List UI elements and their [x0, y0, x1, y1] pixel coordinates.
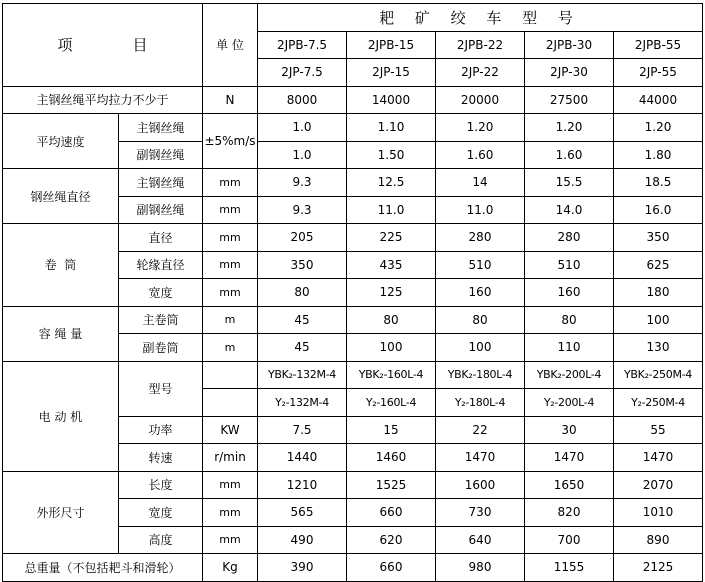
sub-label: 功率: [119, 416, 203, 444]
model-cell: 2JP-30: [525, 59, 614, 87]
value-cell: 280: [436, 224, 525, 252]
unit-cell: mm: [203, 224, 258, 252]
value-cell: 180: [614, 279, 703, 307]
sub-label: 宽度: [119, 499, 203, 527]
table-row-drum-diameter: [3, 224, 703, 252]
motor-model-cell: Y₂-160L-4: [347, 389, 436, 417]
row-label: 主钢丝绳平均拉力不少于: [3, 86, 203, 114]
value-cell: 16.0: [614, 196, 703, 224]
unit-cell: mm: [203, 169, 258, 197]
item-header-char1: 项: [57, 36, 73, 55]
unit-cell: mm: [203, 499, 258, 527]
unit-cell: m: [203, 334, 258, 362]
model-cell: 2JPB-30: [525, 31, 614, 59]
value-cell: 1.20: [525, 114, 614, 142]
value-cell: 390: [258, 554, 347, 582]
value-cell: 1.0: [258, 141, 347, 169]
sub-label: 型号: [119, 361, 203, 416]
value-cell: 100: [347, 334, 436, 362]
model-cell: 2JPB-22: [436, 31, 525, 59]
table-row-diameter-main: [3, 169, 703, 197]
model-cell: 2JPB-15: [347, 31, 436, 59]
unit-cell: mm: [203, 526, 258, 554]
value-cell: 18.5: [614, 169, 703, 197]
value-cell: 350: [614, 224, 703, 252]
sub-label: 直径: [119, 224, 203, 252]
value-cell: 80: [258, 279, 347, 307]
value-cell: 980: [436, 554, 525, 582]
model-cell: 2JP-7.5: [258, 59, 347, 87]
sub-label: 转速: [119, 444, 203, 472]
value-cell: 20000: [436, 86, 525, 114]
unit-cell-empty: [203, 361, 258, 389]
table-row-motor-model-1: [3, 361, 703, 389]
unit-cell: mm: [203, 279, 258, 307]
value-cell: 7.5: [258, 416, 347, 444]
value-cell: 1600: [436, 471, 525, 499]
value-cell: 22: [436, 416, 525, 444]
value-cell: 280: [525, 224, 614, 252]
value-cell: 620: [347, 526, 436, 554]
unit-cell: Kg: [203, 554, 258, 582]
group-label: 外形尺寸: [3, 471, 119, 554]
value-cell: 1.0: [258, 114, 347, 142]
sub-label: 副钢丝绳: [119, 196, 203, 224]
value-cell: 8000: [258, 86, 347, 114]
value-cell: 80: [347, 306, 436, 334]
value-cell: 125: [347, 279, 436, 307]
value-cell: 1440: [258, 444, 347, 472]
header-row-title: [3, 4, 703, 32]
unit-cell-empty: [203, 389, 258, 417]
sub-label: 副钢丝绳: [119, 141, 203, 169]
value-cell: 625: [614, 251, 703, 279]
value-cell: 14000: [347, 86, 436, 114]
unit-header: 单 位: [203, 4, 258, 87]
unit-cell: mm: [203, 196, 258, 224]
model-cell: 2JPB-7.5: [258, 31, 347, 59]
value-cell: 1460: [347, 444, 436, 472]
value-cell: 9.3: [258, 196, 347, 224]
value-cell: 160: [525, 279, 614, 307]
value-cell: 45: [258, 306, 347, 334]
unit-cell: ±5%m/s: [203, 114, 258, 169]
value-cell: 1470: [436, 444, 525, 472]
model-cell: 2JP-22: [436, 59, 525, 87]
value-cell: 100: [436, 334, 525, 362]
item-header-char2: 目: [132, 36, 148, 55]
value-cell: 45: [258, 334, 347, 362]
value-cell: 1470: [525, 444, 614, 472]
motor-model-cell: YBK₂-180L-4: [436, 361, 525, 389]
value-cell: 15: [347, 416, 436, 444]
model-cell: 2JP-15: [347, 59, 436, 87]
unit-cell: mm: [203, 471, 258, 499]
group-label: 平均速度: [3, 114, 119, 169]
value-cell: 110: [525, 334, 614, 362]
value-cell: 1.60: [525, 141, 614, 169]
value-cell: 820: [525, 499, 614, 527]
value-cell: 1.20: [436, 114, 525, 142]
value-cell: 44000: [614, 86, 703, 114]
value-cell: 1.60: [436, 141, 525, 169]
value-cell: 640: [436, 526, 525, 554]
value-cell: 1.20: [614, 114, 703, 142]
value-cell: 1010: [614, 499, 703, 527]
value-cell: 80: [436, 306, 525, 334]
sub-label: 副卷筒: [119, 334, 203, 362]
unit-cell: KW: [203, 416, 258, 444]
value-cell: 15.5: [525, 169, 614, 197]
value-cell: 1155: [525, 554, 614, 582]
value-cell: 225: [347, 224, 436, 252]
row-label: 总重量（不包括耙斗和滑轮）: [3, 554, 203, 582]
group-label: 卷 筒: [3, 224, 119, 307]
value-cell: 205: [258, 224, 347, 252]
value-cell: 1.10: [347, 114, 436, 142]
value-cell: 1470: [614, 444, 703, 472]
group-label: 电 动 机: [3, 361, 119, 471]
sub-label: 主卷筒: [119, 306, 203, 334]
value-cell: 1.50: [347, 141, 436, 169]
value-cell: 700: [525, 526, 614, 554]
value-cell: 160: [436, 279, 525, 307]
value-cell: 11.0: [436, 196, 525, 224]
value-cell: 660: [347, 554, 436, 582]
value-cell: 130: [614, 334, 703, 362]
motor-model-cell: Y₂-180L-4: [436, 389, 525, 417]
unit-cell: N: [203, 86, 258, 114]
value-cell: 80: [525, 306, 614, 334]
value-cell: 435: [347, 251, 436, 279]
sub-label: 长度: [119, 471, 203, 499]
value-cell: 14: [436, 169, 525, 197]
sub-label: 轮缘直径: [119, 251, 203, 279]
model-cell: 2JP-55: [614, 59, 703, 87]
table-row-speed-main: [3, 114, 703, 142]
value-cell: 14.0: [525, 196, 614, 224]
value-cell: 350: [258, 251, 347, 279]
motor-model-cell: YBK₂-200L-4: [525, 361, 614, 389]
value-cell: 30: [525, 416, 614, 444]
unit-cell: m: [203, 306, 258, 334]
value-cell: 490: [258, 526, 347, 554]
value-cell: 1525: [347, 471, 436, 499]
value-cell: 55: [614, 416, 703, 444]
motor-model-cell: YBK₂-132M-4: [258, 361, 347, 389]
unit-cell: r/min: [203, 444, 258, 472]
model-cell: 2JPB-55: [614, 31, 703, 59]
value-cell: 11.0: [347, 196, 436, 224]
motor-model-cell: YBK₂-250M-4: [614, 361, 703, 389]
value-cell: 27500: [525, 86, 614, 114]
value-cell: 2070: [614, 471, 703, 499]
sub-label: 主钢丝绳: [119, 169, 203, 197]
value-cell: 100: [614, 306, 703, 334]
item-header: [3, 4, 203, 87]
value-cell: 510: [436, 251, 525, 279]
value-cell: 1.80: [614, 141, 703, 169]
value-cell: 660: [347, 499, 436, 527]
value-cell: 890: [614, 526, 703, 554]
sub-label: 高度: [119, 526, 203, 554]
value-cell: 9.3: [258, 169, 347, 197]
value-cell: 1650: [525, 471, 614, 499]
value-cell: 730: [436, 499, 525, 527]
motor-model-cell: Y₂-132M-4: [258, 389, 347, 417]
table-row-pull: [3, 86, 703, 114]
table-row-capacity-main: [3, 306, 703, 334]
sub-label: 宽度: [119, 279, 203, 307]
model-title: 耙 矿 绞 车 型 号: [258, 4, 703, 32]
table-row-weight: [3, 554, 703, 582]
sub-label: 主钢丝绳: [119, 114, 203, 142]
value-cell: 510: [525, 251, 614, 279]
motor-model-cell: Y₂-200L-4: [525, 389, 614, 417]
value-cell: 1210: [258, 471, 347, 499]
value-cell: 12.5: [347, 169, 436, 197]
unit-cell: mm: [203, 251, 258, 279]
value-cell: 565: [258, 499, 347, 527]
motor-model-cell: YBK₂-160L-4: [347, 361, 436, 389]
value-cell: 2125: [614, 554, 703, 582]
group-label: 钢丝绳直径: [3, 169, 119, 224]
motor-model-cell: Y₂-250M-4: [614, 389, 703, 417]
table-row-dims-length: [3, 471, 703, 499]
group-label: 容 绳 量: [3, 306, 119, 361]
winch-spec-table: [2, 3, 703, 582]
